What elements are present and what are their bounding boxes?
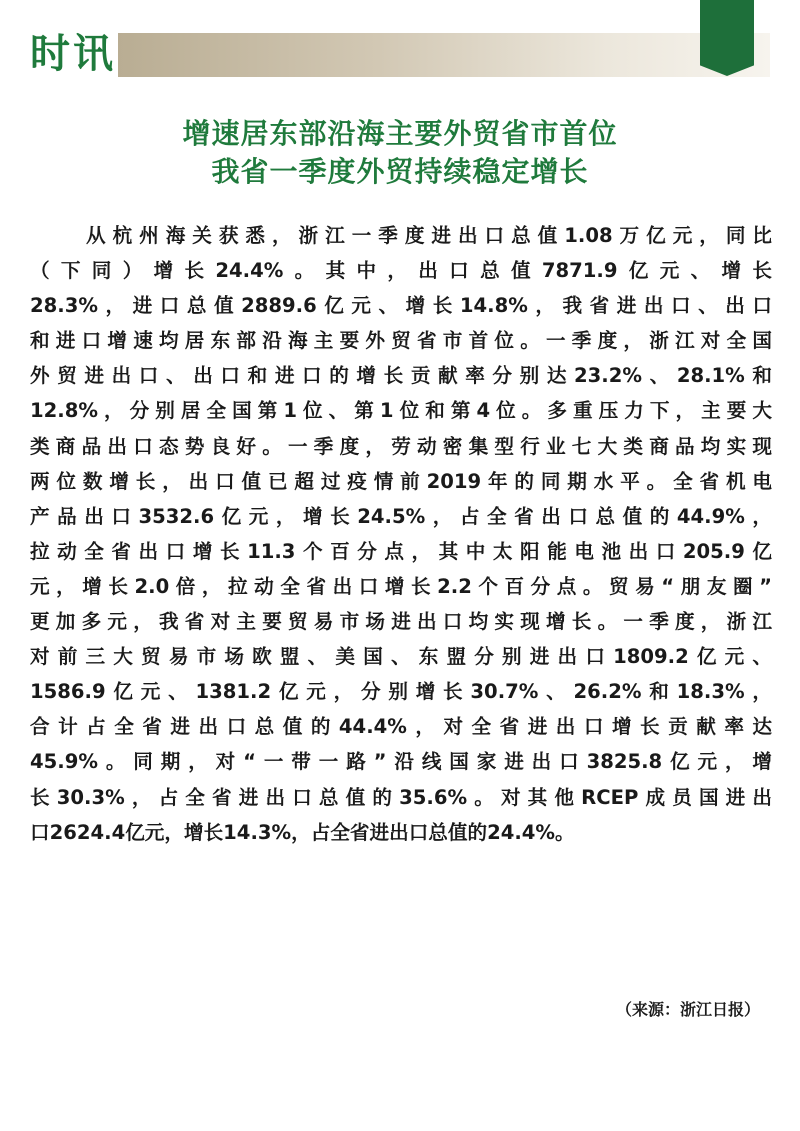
article-title-line2: 我省一季度外贸持续稳定增长 <box>211 155 589 188</box>
body-line: 1586.9亿元、1381.2亿元，分别增长30.7%、26.2%和18.3%， <box>30 680 772 704</box>
body-line: 拉动全省出口增长11.3个百分点，其中太阳能电池出口205.9亿 <box>30 539 772 563</box>
body-line: 两位数增长，出口值已超过疫情前2019年的同期水平。全省机电 <box>30 469 772 493</box>
body-line: 长30.3%，占全省进出口总值的35.6%。对其他RCEP成员国进出 <box>30 785 772 809</box>
body-line: 外贸进出口、出口和进口的增长贡献率分别达23.2%、28.1%和 <box>30 364 772 388</box>
bookmark-ribbon-icon <box>700 0 754 76</box>
body-line: 28.3%，进口总值2889.6亿元、增长14.8%，我省进出口、出口 <box>30 294 772 318</box>
body-line: 合计占全省进出口总值的44.4%，对全省进出口增长贡献率达 <box>30 715 772 739</box>
body-line: 从杭州海关获悉，浙江一季度进出口总值1.08万亿元，同比 <box>86 224 772 247</box>
body-line: 口2624.4亿元，增长14.3%，占全省进出口总值的24.4%。 <box>30 820 575 844</box>
article-source: （来源：浙江日报） <box>615 1000 760 1019</box>
body-line: 元，增长2.0倍，拉动全省出口增长2.2个百分点。贸易“朋友圈” <box>30 574 772 598</box>
body-line: 12.8%，分别居全国第1位、第1位和第4位。多重压力下，主要大 <box>30 399 772 423</box>
body-line: 类商品出口态势良好。一季度，劳动密集型行业七大类商品均实现 <box>30 434 772 458</box>
body-line: 更加多元，我省对主要贸易市场进出口均实现增长。一季度，浙江 <box>30 610 772 634</box>
body-line: 产品出口3532.6亿元，增长24.5%，占全省出口总值的44.9%， <box>30 504 772 528</box>
article-body <box>30 218 772 850</box>
article-title-line1: 增速居东部沿海主要外贸省市首位 <box>182 117 618 150</box>
body-line: （下同）增长24.4%。其中，出口总值7871.9亿元、增长 <box>30 259 772 283</box>
body-line: 45.9%。同期，对“一带一路”沿线国家进出口3825.8亿元，增 <box>30 750 772 774</box>
body-line: 对前三大贸易市场欧盟、美国、东盟分别进出口1809.2亿元、 <box>30 645 772 669</box>
body-line: 和进口增速均居东部沿海主要外贸省市首位。一季度，浙江对全国 <box>30 329 772 353</box>
header-bar <box>118 33 770 77</box>
section-tag: 时讯 <box>30 31 116 77</box>
